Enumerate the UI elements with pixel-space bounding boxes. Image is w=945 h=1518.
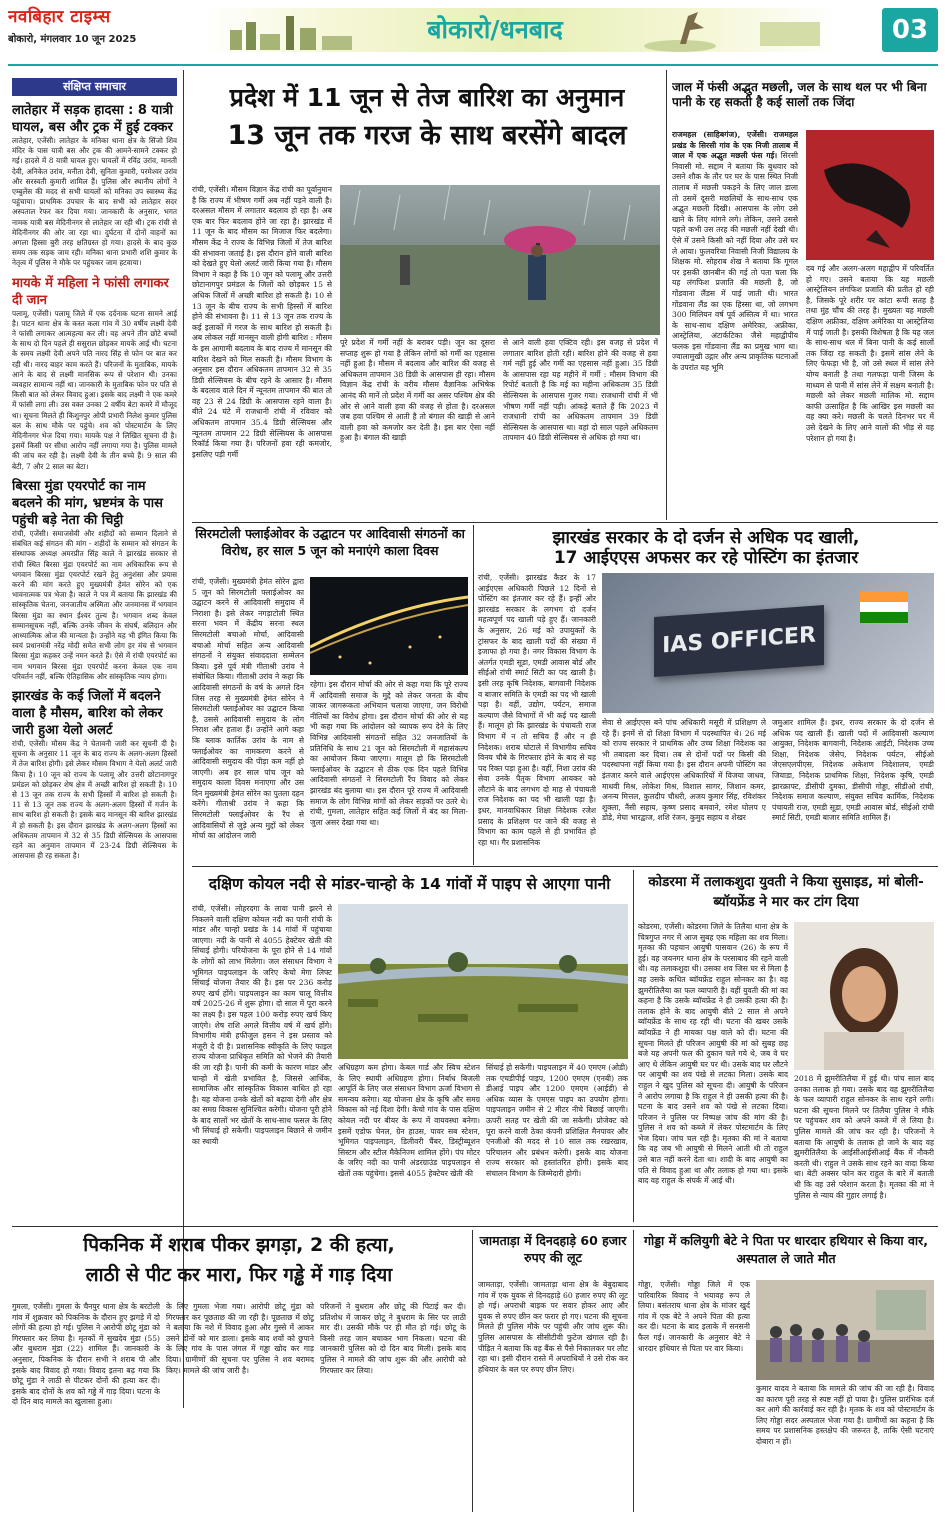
- godda-headline: गोड्डा में कलियुगी बेटे ने पिता पर धारदार हथियार से किया वार, अस्पताल ले जाते मौत: [643, 1233, 929, 1266]
- sirsatoli-headline-block: [192, 525, 468, 571]
- fish-body: सिरसी निवासी मो. सद्दाम ने बताया कि बुधवार को उसने शौक के तौर पर घर के पास स्थित निजी तालाब में मछली पकड़ने के लिए जाल डाला तो उसमें दूसरी मछलियों के साथ-साथ एक अद्भुत मछली दिखी। आसपास के लोग उसे खाने के लिए मांगने लगे। लेकिन, उसने उससे पहले कभी उस तरह की मछली नहीं देखी थी। ऐसे में उसने किसी को नहीं दिया और उसे घर ले आया। फुलवरिया निवासी निजी विद्यालय के शिक्षक मो. सोहराब शेख ने बताया कि गूगल पर इसकी छानबीन की गई तो पता चला कि यह लंगफिश प्रजाति की मछली है, जो गोंडवाना लैंडस में पाई जाती थी। भारत गोंडवाना लैंड का एक हिस्सा था, जो लगभग 300 मिलियन वर्ष पूर्व अस्तित्व में था। भारत के साथ-साथ दक्षिण अमेरिका, अफ्रीका, आस्ट्रेलिया, अंटार्कटिका जैसे महाद्वीपीय फलक इस गोंडवाना लैंड का प्रमुख भाग था। ज्वालामुखी उद्गार और अन्य प्राकृतिक घटनाओं के उपरांत यह भूमि: [672, 151, 798, 373]
- masthead-brand: [8, 4, 208, 56]
- section-divider: [192, 522, 938, 523]
- skyline-illustration: [220, 10, 370, 52]
- koyal-headline-block: [192, 870, 627, 900]
- koyal-col-3: सिंचाई हो सकेगी। पाइपलाइन में 40 एमएम (ओडी) तक एचडीपीई पाइप, 1200 एमएम (एनबी) तक डीआई पाइप और 1200 एमएम (आईडी) से अधिक व्यास के एमएस पाइप का उपयोग होगा। पाइपलाइन जमीन से 2 मीटर नीचे बिछाई जाएगी। ऊपरी सतह पर खेती की जा सकेगी। प्रोजेक्ट को पूरा करने वाली ठेका कंपनी प्रशिक्षित मैनपावर और एनजीओ की मदद से 10 साल तक रखरखाव, परिचालन और प्रबंधन करेगी। इसके बाद योजना राज्य सरकार को हस्तांतरित होगी। इसके बाद संचालन विभाग के जिम्मेदारी होगी।: [486, 1063, 628, 1178]
- sidebar-header-label: संक्षिप्त समाचार: [63, 80, 126, 93]
- jamtara-col-1: जामताड़ा, एजेंसी। जामताड़ा थाना क्षेत्र के बेबुदाबाद गांव में एक युवक से दिनदहाड़े 60 हजार रुपए की लूट हो गई। अपराधी बाइक पर सवार होकर आए और युवक से रुपए छीन कर फरार हो गए। घटना की सूचना मिलते ही पुलिस मौके पर पहुंची और जांच शुरू की। पुलिस आसपास के सीसीटीवी फुटेज खंगाल रही है। पीड़ित ने बताया कि वह बैंक से पैसे निकालकर घर लौट रहा था। इसी दौरान रास्ते में अपराधियों ने उसे रोक कर हथियार के बल पर रुपए छीन लिए।: [478, 1280, 628, 1374]
- column-divider: [633, 870, 634, 1222]
- ias-col-2: सेवा से आईएएस बने पांच अधिकारी मसूरी में प्रशिक्षण ले रहे हैं। इनमें से दो शिक्षा विभाग में पदस्थापित थे। 26 मई को राज्य सरकार ने प्राथमिक और उच्च शिक्षा निदेशक का भी तबादला कर दिया। तब से दोनों पदों पर किसी की पदस्थापना नहीं किया गया है। इस दौरान अपनी पोस्टिंग का इंतजार करने वाले आईएएस अधिकारियों में विजया जाधव, माधवी मिश्र, लोकेश मिश्र, विशाल सागर, जिशान कमर, अनन्य मित्तल, कुलदीप चौधरी, अजय कुमार सिंह, रविशंकर शुक्ला, नैंसी सहाय, कृष्ण प्रसाद बमवाने, रमेश घोलप ए डोडे, मेघा भारद्वाज, शशि रंजन, कुमुद सहाय व शेखर: [602, 718, 766, 823]
- koderma-headline: कोडरमा में तलाकशुदा युवती ने किया सुसाइड, मां बोली- ब्यॉयफ्रेंड ने मार कर टांग दिया: [648, 874, 924, 910]
- river-field-photo: [338, 904, 628, 1059]
- column-divider: [183, 70, 184, 1408]
- brief-headline: मायके में महिला ने फांसी लगाकर दी जान: [12, 275, 169, 308]
- koderma-col-1: कोडरमा, एजेंसी। कोडरमा जिले के तिलैया थाना क्षेत्र के चित्रगुप्त नगर में आज सुबह एक महिला का शव मिला। मृतका की पहचान आयुषी पासवान (26) के रूप में हुई। वह जयनगर थाना क्षेत्र के परसाबाद की रहने वाली थी। वह तलाकशुदा थी। उसका शव जिस घर से मिला है वह उसके कथित ब्वॉयफ्रेंड राहुल सोनकर का है। वह झुमरीतिलैया का फल व्यापारी है। वहीं युवती की मां का कहना है कि उसके ब्वॉयफ्रेंड ने ही उसकी हत्या की है। तलाक होने के बाद आयुषी बीते 2 साल से अपने ब्वॉयफ्रेंड के साथ रह रही थी। घटना की खबर उसके ब्वॉयफ्रेंड ने ही मायका पक्ष वाले को दी। घटना की सूचना मिलते ही परिजन आयुषी की मां को सुबह छह बजे यह अपनी फल की दुकान चले गये थे, जब वे घर आए थे लेकिन आयुषी घर पर थी। उसके बाद घर लौटने पर आयुषी का शव पंखे से लटका मिला। उसके बाद राहुल ने खुद पुलिस को सूचना दी। आयुषी के परिजन ने आरोप लगाया है कि राहुल ने ही उसकी हत्या की है। घटना के बाद उसने शव को पंखे से लटका दिया। परिजन ने पुलिस पर निष्पक्ष जांच की मांग की है। पुलिस ने शव को कब्जे में लेकर पोस्टमार्टम के लिए भेज दिया। जांच चल रही है। मृतका की मां ने बताया कि वह जब भी आयुषी से मिलने आती थी तो राहुल उसे बात नहीं करने देता था। शादी के बाद आयुषी का पति से विवाद हुआ था और तलाक हो गया था। इसके बाद वह राहुल के संपर्क में आई थी।: [638, 922, 788, 1186]
- fish-headline: जाल में फंसी अद्भुत मछली, जल के साथ थल पर भी बिना पानी के रह सकती है कई सालों तक जिंदा: [672, 80, 927, 109]
- ias-headline-block: [478, 528, 934, 568]
- column-divider: [633, 1230, 634, 1512]
- section-title: बोकारो/धनबाद: [427, 15, 563, 44]
- picnic-col-2: के लिए गुमला भेजा गया। आरोपी छोटू मुंडा को गिरफ्तार कर पूछताछ की जा रही है। पूछताछ में छोटू ने बताया कि नशे में विवाद हुआ और गुस्से में आकर उसने दोनों को मार डाला। इसके बाद शवों को छुपाने के लिए गांव के पास जंगल में गड्ढा खोद कर गाड़ दिया। ग्रामीणों की सूचना पर पुलिस ने शव बरामद किए। मामले की जांच जारी है।: [166, 1302, 314, 1375]
- sidebar-briefs: [12, 78, 177, 1408]
- koyal-headline: दक्षिण कोयल नदी से मांडर-चान्हो के 14 गांवों में पाइप से आएगा पानी: [208, 875, 611, 893]
- brief-headline: लातेहार में सड़क हादसा : 8 यात्री घायल, बस और ट्रक में हुई टक्कर: [12, 103, 173, 135]
- masthead-rule: [8, 64, 938, 66]
- lungfish-photo: [806, 130, 934, 260]
- ias-headline-2: 17 आईएएस अफसर कर रहे पोस्टिंग का इंतजार: [553, 548, 859, 568]
- rain-col-2: पूरे प्रदेश में गर्मी नहीं के बराबर पड़ी। जून का दूसरा सप्ताह शुरू हो गया है लेकिन लोगों को गर्मी का एहसास नहीं हुआ है। मौसम में बदलाव और बारिश की वजह से अधिकतम तापमान 38 डिग्री के आसपास ही रहा। मौसम विज्ञान केंद्र रांची के वरीय मौसम वैज्ञानिक अभिषेक आनंद की मानें तो प्रदेश में गर्मी का असर पश्चिम क्षेत्र की ओर से आने वाली हवा की वजह से होता है। दरअसल जब हवा पश्चिम से आती है तो बंगाल की खाड़ी से आने वाली हवा को कमजोर कर देती है। इस बार ऐसा नहीं हुआ है। बंगाल की खाड़ी: [340, 338, 495, 443]
- godda-headline-block: [638, 1232, 934, 1276]
- brief-item: [12, 688, 177, 861]
- rain-headline-1: प्रदेश में 11 जून से तेज बारिश का अनुमान: [229, 83, 625, 112]
- brief-body: रांची, एजेंसी। मौसम केंद्र ने चेतावनी जारी कर सूचनी दी है। सूचना के अनुसार 11 जून के बाद राज्य के अलग-अलग हिस्सों में तेज बारिश होगी। इसे लेकर मौसम विभाग ने येलो अलर्ट जारी किया है। 10 जून को राज्य के पलामू और उत्तरी छोटानागपुर प्रमंडल को छोड़कर शेष क्षेत्र में अच्छी बारिश हो सकती है। 10 से 13 जून तक राज्य के सभी हिस्सों में बारिश हो सकती है। 11 से 13 जून तक राज्य के अलग-अलग हिस्सों में गर्जन के साथ बारिश हो सकती है। इसके बाद मानसून की बारिश झारखंड में हो सकती है। इस दौरान झारखंड के अलग-अलग हिस्सों का अधिकतम तापमान में 32 से 35 डिग्री सेल्सियस के आसपास रहने का अनुमान तापमान में 23-24 डिग्री सेल्सियस के आसपास ही रह सकता है।: [12, 738, 177, 861]
- nameplate: [654, 605, 824, 677]
- column-divider: [666, 70, 667, 520]
- fish-dateline: राजमहल (साहिबगंज), एजेंसी। राजमहल प्रखंड के सिरसी गांव के एक निजी तालाब में जाल में एक अद्भुत मछली फंस गई।: [672, 130, 798, 161]
- godda-col-1: गोड्डा, एजेंसी। गोड्डा जिले में एक पारिवारिक विवाद ने भयावह रूप ले लिया। बसंतराय थाना क्षेत्र के मांजर खुर्द गांव में एक बेटे ने अपने पिता की हत्या कर दी। घटना के बाद इलाके में सनसनी फैल गई। जानकारी के अनुसार बेटे ने धारदार हथियार से पिता पर वार किया।: [638, 1280, 750, 1353]
- masthead: [0, 0, 945, 62]
- koyal-col-1: रांची, एजेंसी। लोहरदगा के लावा पानी झरने से निकलने वाली दक्षिण कोयल नदी का पानी रांची के मांडर और चान्हो प्रखंड के 14 गांवों में पहुंचाया जाएगा। नदी के पानी से 4055 हेक्टेयर खेती की सिंचाई होगी। परियोजना के पूरा होने से 14 गांवों के लोगों को लाभ मिलेगा। जल संसाधन विभाग ने भूमिगत पाइपलाइन के जरिए केचो मेगा लिफ्ट सिंचाई योजना तैयार की है। इस पर 236 करोड़ रुपए खर्च होंगे। पाइपलाइन का काम चालू वित्तीय वर्ष 2025-26 में शुरू होगा। दो साल में पूरा करने का लक्ष्य है। इस पहल 100 करोड़ रुपए खर्च किए जाएंगे। शेष राशि अगले वित्तीय वर्ष में खर्च होंगे। विभागीय मंत्री हफीजुल हसन ने इस प्रस्ताव को मंजूरी दे दी है। प्रशासनिक स्वीकृति के लिए फाइल राज्य योजना प्राधिकृत समिति को भेजने की तैयारी की जा रही है। पानी की कमी के कारण मांडर और चान्हो में खेती प्रभावित है, जिससे आर्थिक, सामाजिक और सांस्कृतिक विकास बाधित हो रहा है। यह योजना उनके खेतों को बढ़ावा देगी और क्षेत्र का समग्र विकास सुनिश्चित करेगी। योजना पूरी होने के बाद सालों भर खेतों के साथ-साथ फसल के लिए भी सिंचाई हो सकेगी। पाइपलाइन बिछाने से जमीन का स्थायी: [192, 904, 332, 1147]
- picnic-col-1: गुमला, एजेंसी। गुमला के चैनपुर थाना क्षेत्र के बरटोली गांव में शुक्रवार को पिकनिक के दौरान हुए झगड़े में दो लोगों की हत्या हो गई। पुलिस ने आरोपी छोटू मुंडा को गिरफ्तार कर लिया है। मृतकों में सुखदेव मुंडा (55) और बुधराम मुंडा (22) शामिल हैं। जानकारी के अनुसार, पिकनिक के दौरान सभी ने शराब पी और इसके बाद विवाद हो गया। विवाद इतना बढ़ गया कि छोटू मुंडा ने लाठी से पीटकर दोनों की हत्या कर दी। इसके बाद दोनों के शव को गड्ढे में गाड़ दिया। घटना के दो दिन बाद मामले का खुलासा हुआ।: [12, 1302, 160, 1407]
- fish-col-1: [672, 130, 798, 520]
- brief-item: [12, 275, 177, 472]
- section-divider: [192, 866, 938, 867]
- sirsatoli-headline: सिरमटोली फ्लाईओवर के उद्घाटन पर आदिवासी संगठनों का विरोध, हर साल 5 जून को मनाएंगे काला दिवस: [195, 526, 465, 558]
- koyal-col-2: अधिग्रहण कम होगा। केबल गार्ड और स्विच स्टेशन के लिए स्थायी अधिग्रहण होगा। निर्बाध बिजली आपूर्ति के लिए जल संसाधन विभाग ऊर्जा विभाग से समन्वय करेगा। यह योजना क्षेत्र के कृषि और समग्र विकास को नई दिशा देगी। केचो गांव के पास दक्षिण कोयल नदी पर बीयर के रूप में वायवस्था बनेगा। इसमें एडोफ चेनल, ग्रेन हाउस, पावर सब स्टेशन, भूमिगत पाइपलाइन, डिलीवरी चैंबर, डिस्ट्रीब्यूशन सिस्टम और स्टील मैकेनिज्म शामिल होंगे। पंप मोटर के जरिए नदी का पानी अंडरग्राउंड पाइपलाइन से खेतों तक पहुंचेगा। इससे 4055 हेक्टेयर खेती की: [338, 1063, 480, 1178]
- rain-headline-2: 13 जून तक गरज के साथ बरसेंगे बादल: [227, 120, 627, 151]
- brief-body: पलामू, एजेंसी। पलामू जिले में एक दर्दनाक घटना सामने आई है। पाटन थाना क्षेत्र के कस्त कला गांव में 30 वर्षीय लक्ष्मी देवी ने फांसी लगाकर आत्महत्या कर ली। वह अपने तीन छोटे बच्चों के साथ दो दिन पहले ही ससुराल छोड़कर मायके आई थी। घटना के समय लक्ष्मी देवी अपने पति नारद सिंह से फोन पर बात कर रही थी। नारद बाहर काम करते हैं। परिजनों के मुताबिक, मायके आने के बाद से लक्ष्मी मानसिक रूप से परेशान थी। उनका व्यवहार सामान्य नहीं था। जानकारी के मुताबिक फोन पर पति से किसी बात को लेकर विवाद हुआ। इसके बाद लक्ष्मी ने एक कमरे में फांसी लगा ली। उस वक्त उनका 2 वर्षीय बेटा कमरे में मौजूद था। सूचना मिलते ही किशुनपुर ओपी प्रभारी निलेश कुमार पुलिस बल के साथ मौके पर पहुंचे। शव को पोस्टमार्टम के लिए मेदिनीनगर भेज दिया गया। मायके पक्ष ने लिखित सूचना दी है। इसमें किसी पर सीधा आरोप नहीं लगाया गया है। पुलिस मामले की जांच कर रही है। लक्ष्मी देवी के तीन बच्चे हैं। 9 साल की बेटी, 7 और 2 साल का बेटा।: [12, 308, 177, 471]
- brief-item: [12, 102, 177, 269]
- section-divider: [12, 1226, 938, 1227]
- rain-headline-block: [192, 80, 662, 175]
- koderma-col-2: 2018 में झुमरीतिलैया में हुई थी। पांच साल बाद उनका तलाक हो गया। उसके बाद वह झुमरीतिलैया के फल व्यापारी राहुल सोनकर के साथ रहने लगी। घटना की सूचना मिलने पर तिलैया पुलिस ने मौके पर पहुंचकर शव को अपने कब्जे में ले लिया है। पुलिस मामले की जांच कर रही है। परिजनों ने बताया कि आयुषी के तलाक हो जाने के बाद वह झुमरीतिलैया के आईसीआईसीआई बैंक में नौकरी करती थी। राहुल ने उसके साथ रहने का वादा किया था। बेटी अक्सर फोन कर राहुल के बारे में बताती थी कि वह उसे परेशान करता है। मृतका की मां ने पुलिस से न्याय की गुहार लगाई है।: [794, 1074, 934, 1200]
- ias-photo: [602, 573, 934, 713]
- sirsatoli-col-2: रहेगा। इस दौरान मोर्चा की ओर से कहा गया कि पूरे राज्य में आदिवासी समाज के मुद्दे को लेकर जनता के बीच जाकर जागरूकता अभियान चलाया जाएगा, जन विरोधी नीतियों का विरोध होगा। इस दौरान मोर्चा की ओर से यह भी कहा गया कि आंदोलन को व्यापक रूप देने के लिए विभिन्न आदिवासी संगठनों सहित 32 जनजातियों के प्रतिनिधि के साथ 21 जून को सिरमटोली में महासंकल्प का आयोजन किया जाएगा। मालूम हो कि सिरमटोली फ्लाईओवर के उद्घाटन से ठीक एक दिन पहले विभिन्न आदिवासी संगठनों ने सिरमटोली रैंप विवाद को लेकर झारखंड बंद बुलाया था। इस दौरान पूरे राज्य में आदिवासी समाज के लोग विभिन्न मांगों को लेकर सड़कों पर उतरे थे। रांची, गुमला, लातेहार सहित कई जिलों में बंद का मिला-जुला असर देखा गया था।: [310, 680, 468, 827]
- brief-headline: बिरसा मुंडा एयरपोर्ट का नाम बदलने की मांग, भ्रष्टमंत्र के पास पहुंची बड़े नेता की चिट्ठी: [12, 478, 163, 528]
- sidebar-header: [12, 78, 177, 96]
- brief-headline: झारखंड के कई जिलों में बदलने वाला है मौसम, बारिश को लेकर जारी हुआ येलो अलर्ट: [12, 688, 163, 738]
- godda-col-2: कुमार यादव ने बताया कि मामले की जांच की जा रही है। विवाद का कारण पूरी तरह से स्पष्ट नहीं हो पाया है। पुलिस प्रारंभिक दर्ज कर आगे की कार्रवाई कर रही है। मृतक के शव को पोस्टमार्टम के लिए गोड्डा सदर अस्पताल भेजा गया है। ग्रामीणों का कहना है कि समय पर प्रशासनिक हस्तक्षेप की जरूरत है, ताकि ऐसी घटनाएं दोबारा न हों।: [756, 1384, 934, 1446]
- jamtara-headline-block: [478, 1232, 628, 1276]
- picnic-headline-2: लाठी से पीट कर मारा, फिर गड्ढे में गाड़ दिया: [85, 1264, 393, 1286]
- picnic-col-3: परिजनों ने बुधराम और छोटू की पिटाई कर दी। प्रतिशोध में जाकर छोटू ने बुधराम के सिर पर लाठी मार दी। उसकी मौके पर ही मौत हो गई। छोटू के किसी तरह जान बचाकर भाग निकला। घटना की जानकारी पुलिस को दो दिन बाद मिली। इसके बाद पुलिस ने मामले की जांच शुरू की और आरोपी को गिरफ्तार कर लिया।: [320, 1302, 466, 1375]
- ias-col-3: जमुआर शामिल हैं। इधर, राज्य सरकार के दो दर्जन से अधिक पद खाली हैं। खाली पदों में आदिवासी कल्याण आयुक्त, निदेशक बागवानी, निदेशक आईटी, निदेशक उच्च शिक्षा, निदेशक जेसेप, निदेशक पर्यटन, सीईओ जेएसएलपीएस, निदेशक अकेशण निदेशालय, एमडी जियाडा, निदेशक प्राथमिक शिक्षा, निदेशक कृषि, एमडी झारक्राफ्ट, डीसीपी दुमका, डीसीपी गोड्डा, सीडीओ रांची, निदेशक समाज कल्याण, संयुक्त सचिव कार्मिक, निदेशक पंचायती राज, एमडी सूडा, एमडी आवास बोर्ड, सीईओ रांची स्मार्ट सिटी, एमडी बाजार समिति शामिल हैं।: [772, 718, 934, 823]
- brief-item: [12, 478, 177, 682]
- page-number: 03: [882, 8, 938, 52]
- picnic-headline-1: पिकनिक में शराब पीकर झगड़ा, 2 की हत्या,: [83, 1234, 395, 1256]
- issue-date: बोकारो, मंगलवार 10 जून 2025: [8, 34, 137, 45]
- nameplate-text: IAS OFFICER: [662, 622, 816, 659]
- fish-headline-block: [672, 80, 934, 126]
- ias-headline-1: झारखंड सरकार के दो दर्जन से अधिक पद खाली,: [552, 528, 860, 548]
- sirsatoli-col-1: रांची, एजेंसी। मुख्यमंत्री हेमंत सोरेन द्वारा 5 जून को सिरमटोली फ्लाईओवर का उद्घाटन करने से आदिवासी समुदाय में निराशा है। इसे लेकर नगड़ाटोली स्थित सरना भवन में केंद्रीय सरना स्थल सिरमटोली बचाओ मोर्चा, आदिवासी बचाओ मोर्चा सहित अन्य आदिवासी संगठनों ने संयुक्त संवाददाता सम्मेलन किया। इसे पूर्व मंत्री गीताश्री उरांव ने संबोधित किया। गीताश्री उरांव ने कहा कि आदिवासी संगठनों के वर्ष के अगले दिन जिस तरह से मुख्यमंत्री हेमंत सोरेन ने सिरमटोली फ्लाईओवर का उद्घाटन किया है, उससे आदिवासी समुदाय के लोग निराश और हताश हैं। उन्होंने आगे कहा कि ब्लाक कार्तिक उरांव के नाम से फ्लाईओवर का नामकरण करने से आदिवासी समुदाय की पीड़ा कम नहीं हो जाएगी। अब हर साल पांच जून को समुदाय काला दिवस मनाएगा और उस दिन मुख्यमंत्री हेमंत सोरेन का पुतला दहन करेंगे। गीताश्री उरांव ने कहा कि सिरमटोली फ्लाईओवर के रैंप से आदिवासियों से जुड़े अन्य मुद्दों को लेकर मोर्चा का आंदोलन जारी: [192, 577, 304, 841]
- flyover-photo: [310, 577, 468, 675]
- picnic-headline-block: [12, 1230, 466, 1298]
- rain-photo: [340, 185, 660, 335]
- newspaper-title: नवबिहार टाइम्स: [8, 7, 111, 27]
- crowd-photo: [756, 1280, 934, 1380]
- brief-body: रांची, एजेंसी। समाजसेवी और शहीदों को सम्मान दिलाने से संबंधित कई संगठन की मांग - शहीदों के सम्मान को संगठन के संस्थापक अध्यक्ष अमरप्रीत सिंह काले ने झारखंड सरकार से रांची स्थित बिरसा मुंडा एयरपोर्ट का नाम अधिकारिक रूप से भगवान बिरसा मुंडा एयरपोर्ट रखने हेतु अनुशंसा और प्रयास करने की मांग करते हुए मुख्यमंत्री हेमंत सोरेन को एक भावनात्मक पत्र भेजा है। काले ने पत्र में बताया कि झारखंड की सांस्कृतिक चेतना, जनजातीय अस्मिता और जनमानस में भगवान बिरसा मुंडा का स्थान ईश्वर तुल्य है। भगवान शब्द केवल सम्मानसूचक नहीं, बल्कि उनके जीवन के संघर्ष, बलिदान और आध्यात्मिक ओज की मान्यता है। उन्होंने यह भी इंगित किया कि स्वयं प्रधानमंत्री नरेंद्र मोदी समेत सभी लोग हर मंच से भगवान बिरसा मुंडा कहकर उन्हें नमन करते हैं। ऐसे में रांची एयरपोर्ट का नाम भगवान बिरसा मुंडा एयरपोर्ट करना केवल एक नाम परिवर्तन नहीं, बल्कि ऐतिहासिक और सांस्कृतिक न्याय होगा।: [12, 528, 177, 681]
- brief-body: लातेहार, एजेंसी। लातेहार के मनिका थाना क्षेत्र के सिंजो शिव मंदिर के पास यात्री बस और ट्रक की आमने-सामने टक्कर हो गई। हादसे में 8 यात्री घायल हुए। घायलों में रविंद्र उरांव, मानती देवी, अनिकेत उरांव, मनीता देवी, सुनिता कुमारी, परमेश्वर उरांव और सरस्वती कुमारी शामिल हैं। पुलिस और स्थानीय लोगों ने एम्बुलेंस की मदद से सभी घायलों को मनिका उप स्वास्थ्य केंद्र पहुंचाया। प्राथमिक उपचार के बाद सभी को लातेहार सदर अस्पताल रेफर कर दिया गया। जानकारी के अनुसार, भगत नामक यात्री बस मेदिनीनगर से लातेहार जा रही थी। ट्रक रांची से मेदिनीनगर की ओर जा रहा था। दुर्घटना में दोनों वाहनों का अगला हिस्सा बुरी तरह क्षतिग्रस्त हो गया। हादसे के बाद कुछ समय तक सड़क जाम रही। मनिका थाना प्रभारी शशि कुमार के नेतृत्व में पुलिस ने मौके पर पहुंचकर जाम हटवाया।: [12, 136, 177, 268]
- statue-illustration: [640, 8, 840, 54]
- koderma-headline-block: [638, 872, 934, 916]
- flag: [860, 591, 908, 623]
- woman-portrait-photo: [794, 922, 934, 1070]
- ias-col-1: रांची, एजेंसी। झारखंड कैडर के 17 आईएएस अधिकारी पिछले 12 दिनों से पोस्टिंग का इंतजार कर रहे हैं। इन्हीं ओर झारखंड सरकार के लगभग दो दर्जन महत्वपूर्ण पद खाली पड़े हुए हैं। जानकारी के अनुसार, 26 मई को उपायुक्तों के ट्रांसफर के बाद खाली पदों की संख्या में इजाफा हो गया है। नगर विकास विभाग के अंतर्गत एमडी सूडा, एमडी आवास बोर्ड और सीईओ रांची स्मार्ट सिटी का पद खाली है। इसी तरह कृषि निदेशक, बागवानी निदेशक व बाजार समिति के एमडी का पद भी खाली पड़ा है। वहीं, उद्योग, पर्यटन, समाज कल्याण जैसे विभागों में भी कई पद खाली हैं। मालूम हो कि झारखंड के पंचायती राज विभाग में न तो सचिव हैं और न ही निदेशक। शराब घोटाले में विभागीय सचिव विनय चौबे के गिरफ्तार होने के बाद से यह पद रिक्त पड़ा हुआ है। वहीं, निशा उरांव की सेवा उनके पैतृक विभाग आयकर को लौटाने के बाद लगभग दो माह से पंचायती राज निदेशक का पद भी खाली पड़ा है। इधर, मानवाधिकार शिक्षा निदेशक रजेश प्रसाद के प्रशिक्षण पर जाने की वजह से विभाग का काम पहले से ही प्रभावित हो रहा था। गैर प्रशासनिक: [478, 573, 596, 847]
- column-divider: [472, 1230, 473, 1512]
- column-divider: [473, 525, 474, 865]
- fish-col-2: दब गई और अलग-अलग महाद्वीप में परिवर्तित हो गए। उसने बताया कि यह मछली आस्ट्रेलियन लंगफिश प्रजाति की प्रतीत हो रही है, जिसके पूरे शरीर पर कांटा रूपी सतह है तथा मुंह चौंच की तरह है। मुख्यतः यह मछली दक्षिण अफ्रीका, दक्षिण अमेरिका या आस्ट्रेलिया में पाई जाती है। इसकी विशेषता है कि यह जल के साथ-साथ थल में बिना पानी के कई सालों तक जिंदा रह सकती है। इसमें सांस लेने के लिए फेफड़ा भी है, जो उसे स्थल में सांस लेने योग्य बनाती है तथा गलफड़ा पानी जिस्म के माध्यम से पानी में सांस लेने में सक्षम बनाती है। मछली को लेकर मछली मालिक मो. सद्दाम काफी उत्साहित है कि आखिर इस मछली का वह क्या करे। मछली के चलते दिनभर घर में उसे देखने के लिए आने वालों की भीड़ से वह परेशान हो गया है।: [806, 264, 934, 443]
- rain-col-3: से आने वाली हवा एक्टिव रही। इस वजह से प्रदेश में लगातार बारिश होती रही। बारिश होने की वजह से हवा गर्म नहीं हुई और गर्मी का एहसास नहीं हुआ। 35 डिग्री के आसपास रहा यह महीने में गर्मी : मौसम विभाग की रिपोर्ट बताती है कि मई का महीना अधिकतम 35 डिग्री सेल्सियस के आसपास गुजर गया। राजधानी रांची में भी भीषण गर्मी नहीं पड़ी। आंकड़े बताते हैं कि 2023 में राजधानी रांची का अधिकतम तापमान 39 डिग्री सेल्सियस के आसपास था। वहां दो साल पहले अधिकतम तापमान 40 डिग्री सेल्सियस से अधिक हो गया था।: [503, 338, 658, 443]
- rain-col-1: रांची, एजेंसी। मौसम विज्ञान केंद्र रांची का पूर्वानुमान है कि राज्य में भीषण गर्मी अब नहीं पड़ने वाली है। दरअसल मौसम में लगातार बदलाव हो रहा है। अब एक बार फिर बदलाव होने जा रहा है। झारखंड में 11 जून के बाद मौसम का मिजाज फिर बदलेगा। मौसम केंद्र ने राज्य के विभिन्न जिलों में तेज बारिश की संभावना जताई है। इस दौरान होने वाली बारिश को देखते हुए येलो अलर्ट जारी किया गया है। मौसम विभाग ने कहा है कि 10 जून को पलामू और उत्तरी छोटानागपुर प्रमंडल के जिलों को छोड़कर 15 से अधिक जिलों में अच्छी बारिश हो सकती है। 10 से 13 जून के बीच राज्य के सभी हिस्सों में बारिश होने की संभावना है। 11 से 13 जून तक राज्य के कई इलाकों में गरज के साथ बारिश हो सकती है। अब लोकल नहीं मानसून वाली होगी बारिश : मौसम के इस आगामी बदलाव के बाद राज्य में मानसून की बारिश देखने को मिल सकती है। मौसम विभाग के अनुसार इस दौरान अधिकतम तापमान 32 से 35 डिग्री सेल्सियस के बीच रहने के आसार है। मौसम के बदलाव वाले दिन में न्यूनतम तापमान की बात तो वह 23 से 24 डिग्री के आसपास रहने वाला है। बीते 24 घंटे में राजधानी रांची में रविवार को अधिकतम तापमान 35.4 डिग्री सेल्सियस और न्यूनतम तापमान 22 डिग्री सेल्सियस के आसपास रिकॉर्ड किया गया है। परिजनों हवा रही कमजोर, इसलिए पड़ी गर्मी: [192, 185, 332, 459]
- jamtara-headline: जामताड़ा में दिनदहाड़े 60 हजार रुपए की लूट: [479, 1233, 627, 1265]
